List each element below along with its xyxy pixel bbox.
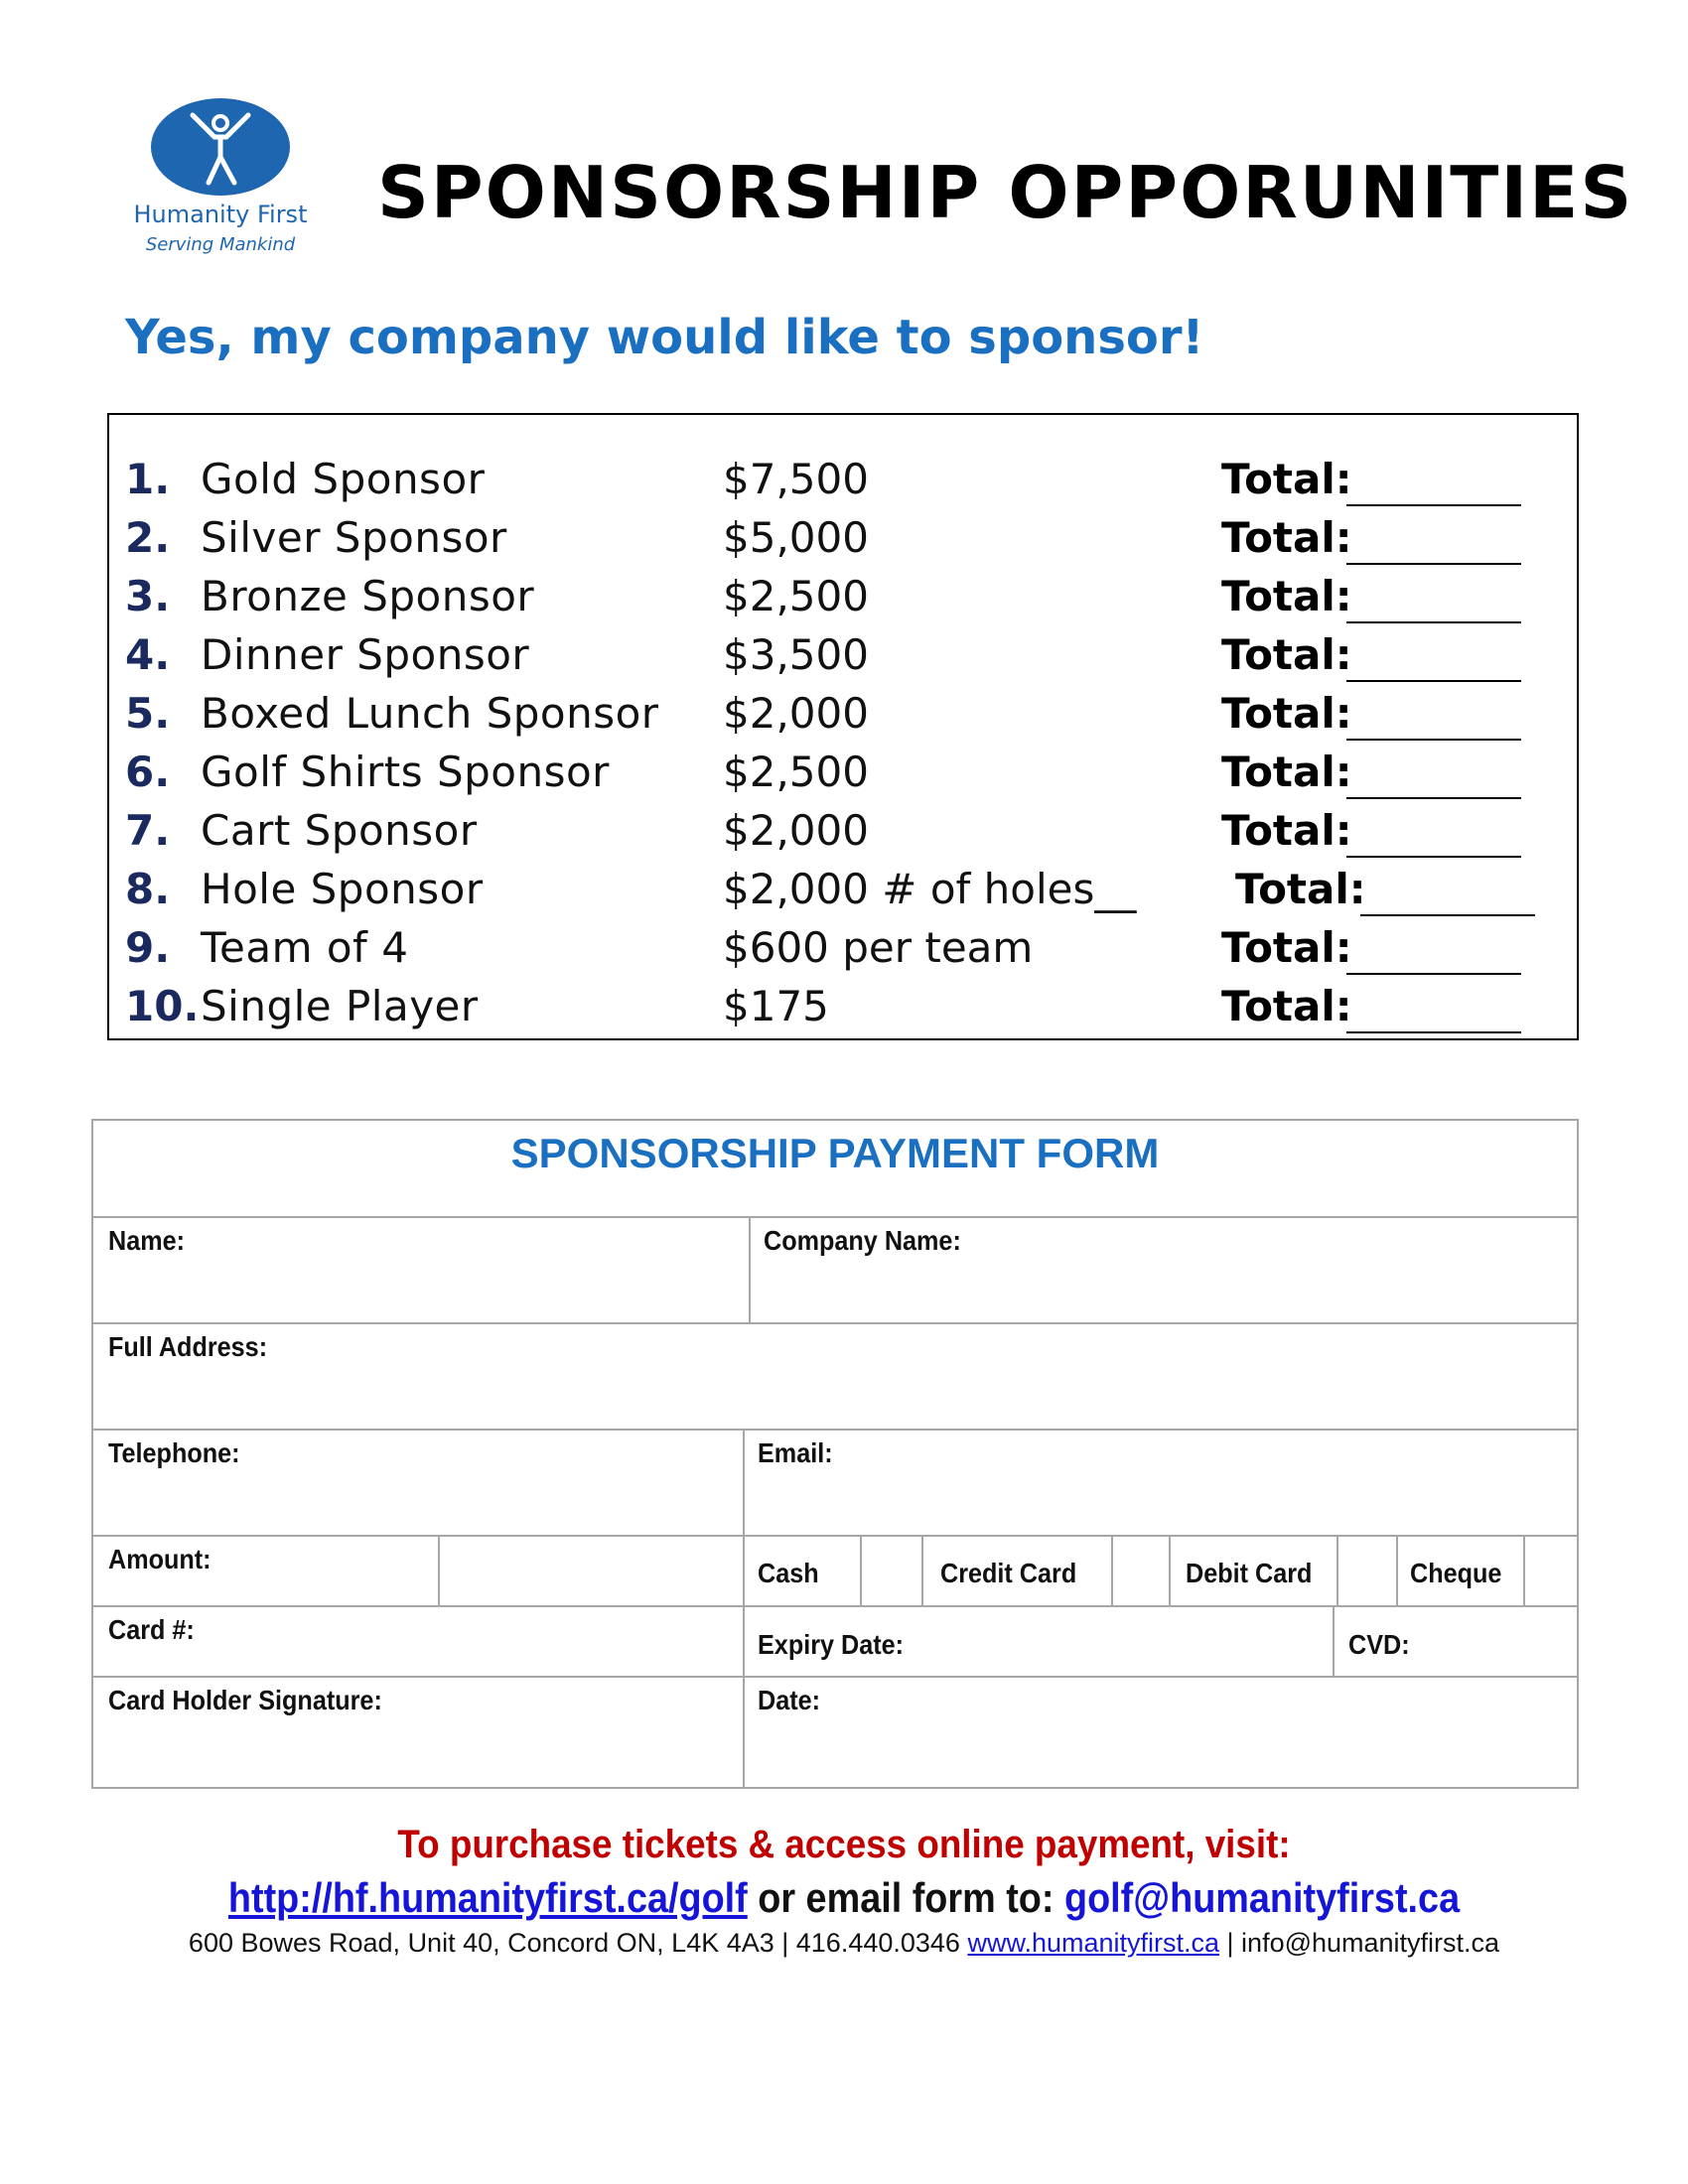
sponsor-total-label: Total:	[1221, 748, 1352, 796]
website-link[interactable]: www.humanityfirst.ca	[967, 1928, 1220, 1958]
golf-link[interactable]: http://hf.humanityfirst.ca/golf	[227, 1874, 748, 1921]
payment-form	[91, 1119, 1579, 1789]
sponsor-options-box	[107, 413, 1579, 1040]
sponsor-price: $2,500	[723, 572, 869, 620]
form-divider	[1396, 1535, 1398, 1605]
sponsor-total-field[interactable]	[1346, 739, 1521, 741]
sponsor-number: 3.	[125, 572, 171, 620]
sponsor-name: Hole Sponsor	[201, 865, 484, 913]
sponsor-row	[109, 982, 1577, 1039]
page-subtitle: Yes, my company would like to sponsor!	[125, 310, 1204, 365]
sponsor-number: 1.	[125, 455, 171, 503]
sponsor-row	[109, 513, 1577, 571]
sponsor-name: Bronze Sponsor	[201, 572, 535, 620]
signature-label: Card Holder Signature:	[108, 1685, 382, 1715]
sponsor-price: $175	[723, 982, 829, 1030]
email-label: Email:	[758, 1437, 833, 1468]
date-field[interactable]	[745, 1678, 1577, 1787]
form-divider	[1169, 1535, 1171, 1605]
sponsor-name: Team of 4	[201, 923, 409, 972]
sponsor-total-label: Total:	[1221, 806, 1352, 855]
sponsor-total-label: Total:	[1221, 455, 1352, 503]
sponsor-total-label: Total:	[1235, 865, 1366, 913]
cvd-label: CVD:	[1348, 1629, 1410, 1660]
address-label: Full Address:	[108, 1331, 268, 1362]
sponsor-name: Boxed Lunch Sponsor	[201, 689, 659, 738]
sponsor-name: Dinner Sponsor	[201, 630, 530, 679]
sponsor-name: Silver Sponsor	[201, 513, 507, 562]
footer-online-payment	[84, 1874, 1604, 1922]
sponsor-total-field[interactable]	[1346, 504, 1521, 506]
footer-email-prompt: or email form to:	[747, 1874, 1064, 1921]
sponsor-total-label: Total:	[1221, 513, 1352, 562]
sponsor-row	[109, 630, 1577, 688]
sponsor-price: $2,500	[723, 748, 869, 796]
form-title: SPONSORSHIP PAYMENT FORM	[510, 1130, 1160, 1176]
sponsor-number: 7.	[125, 806, 171, 855]
footer-address: 600 Bowes Road, Unit 40, Concord ON, L4K 4A3 | 416.440.0346	[188, 1928, 968, 1958]
sponsor-row	[109, 572, 1577, 629]
debit-card-checkbox[interactable]	[1338, 1537, 1396, 1605]
humanity-first-logo	[131, 97, 310, 266]
sponsor-number: 8.	[125, 865, 171, 913]
footer-info-email: | info@humanityfirst.ca	[1219, 1928, 1500, 1958]
sponsor-total-label: Total:	[1221, 982, 1352, 1030]
sponsor-row	[109, 689, 1577, 747]
credit-card-label: Credit Card	[940, 1558, 1077, 1588]
sponsor-total-field[interactable]	[1346, 856, 1521, 858]
sponsor-total-field[interactable]	[1346, 680, 1521, 682]
sponsor-price: $3,500	[723, 630, 869, 679]
sponsor-number: 2.	[125, 513, 171, 562]
name-field[interactable]	[95, 1218, 747, 1322]
sponsor-name: Golf Shirts Sponsor	[201, 748, 610, 796]
sponsor-total-label: Total:	[1221, 630, 1352, 679]
credit-card-checkbox[interactable]	[1113, 1537, 1169, 1605]
sponsor-price: $2,000	[723, 806, 869, 855]
sponsor-price: $2,000	[723, 689, 869, 738]
amount-field[interactable]	[440, 1537, 741, 1605]
company-name-label: Company Name:	[764, 1225, 961, 1256]
cheque-checkbox[interactable]	[1525, 1537, 1577, 1605]
logo-name: Humanity First	[133, 201, 308, 228]
sponsor-total-label: Total:	[1221, 572, 1352, 620]
humanity-first-emblem-icon	[149, 97, 292, 197]
sponsor-total-label: Total:	[1221, 923, 1352, 972]
sponsor-number: 6.	[125, 748, 171, 796]
email-field[interactable]	[745, 1431, 1577, 1535]
sponsor-price: $2,000 # of holes__	[723, 865, 1137, 913]
sponsor-price: $600 per team	[723, 923, 1034, 972]
sponsor-total-field[interactable]	[1360, 914, 1535, 916]
sponsor-price: $7,500	[723, 455, 869, 503]
sponsor-total-field[interactable]	[1346, 563, 1521, 565]
sponsor-number: 9.	[125, 923, 171, 972]
debit-card-label: Debit Card	[1186, 1558, 1313, 1588]
cash-label: Cash	[758, 1558, 819, 1588]
sponsor-total-label: Total:	[1221, 689, 1352, 738]
sponsor-name: Cart Sponsor	[201, 806, 478, 855]
sponsor-row	[109, 923, 1577, 981]
sponsor-number: 10.	[125, 982, 200, 1030]
footer-contact	[0, 1928, 1688, 1959]
sponsor-name: Single Player	[201, 982, 479, 1030]
sponsor-price: $5,000	[723, 513, 869, 562]
sponsor-row	[109, 806, 1577, 864]
date-label: Date:	[758, 1685, 821, 1715]
page-title: SPONSORSHIP OPPORUNITIES	[377, 151, 1634, 234]
sponsor-number: 4.	[125, 630, 171, 679]
logo-tagline: Serving Mankind	[145, 234, 296, 255]
amount-label: Amount:	[108, 1544, 211, 1574]
golf-email[interactable]: golf@humanityfirst.ca	[1063, 1874, 1461, 1921]
footer-purchase-note: To purchase tickets & access online payment, visit:	[397, 1823, 1291, 1866]
sponsor-row	[109, 455, 1577, 512]
sponsor-name: Gold Sponsor	[201, 455, 486, 503]
name-label: Name:	[108, 1225, 186, 1256]
sponsor-total-field[interactable]	[1346, 797, 1521, 799]
card-number-label: Card #:	[108, 1614, 195, 1645]
cash-checkbox[interactable]	[862, 1537, 921, 1605]
form-divider	[921, 1535, 923, 1605]
address-field[interactable]	[95, 1324, 1577, 1429]
expiry-date-label: Expiry Date:	[758, 1629, 905, 1660]
sponsor-number: 5.	[125, 689, 171, 738]
cheque-label: Cheque	[1410, 1558, 1502, 1588]
sponsor-total-field[interactable]	[1346, 621, 1521, 623]
sponsor-total-field[interactable]	[1346, 973, 1521, 975]
sponsor-row	[109, 748, 1577, 805]
sponsor-total-field[interactable]	[1346, 1031, 1521, 1033]
sponsor-row	[109, 865, 1577, 922]
telephone-label: Telephone:	[108, 1437, 240, 1468]
